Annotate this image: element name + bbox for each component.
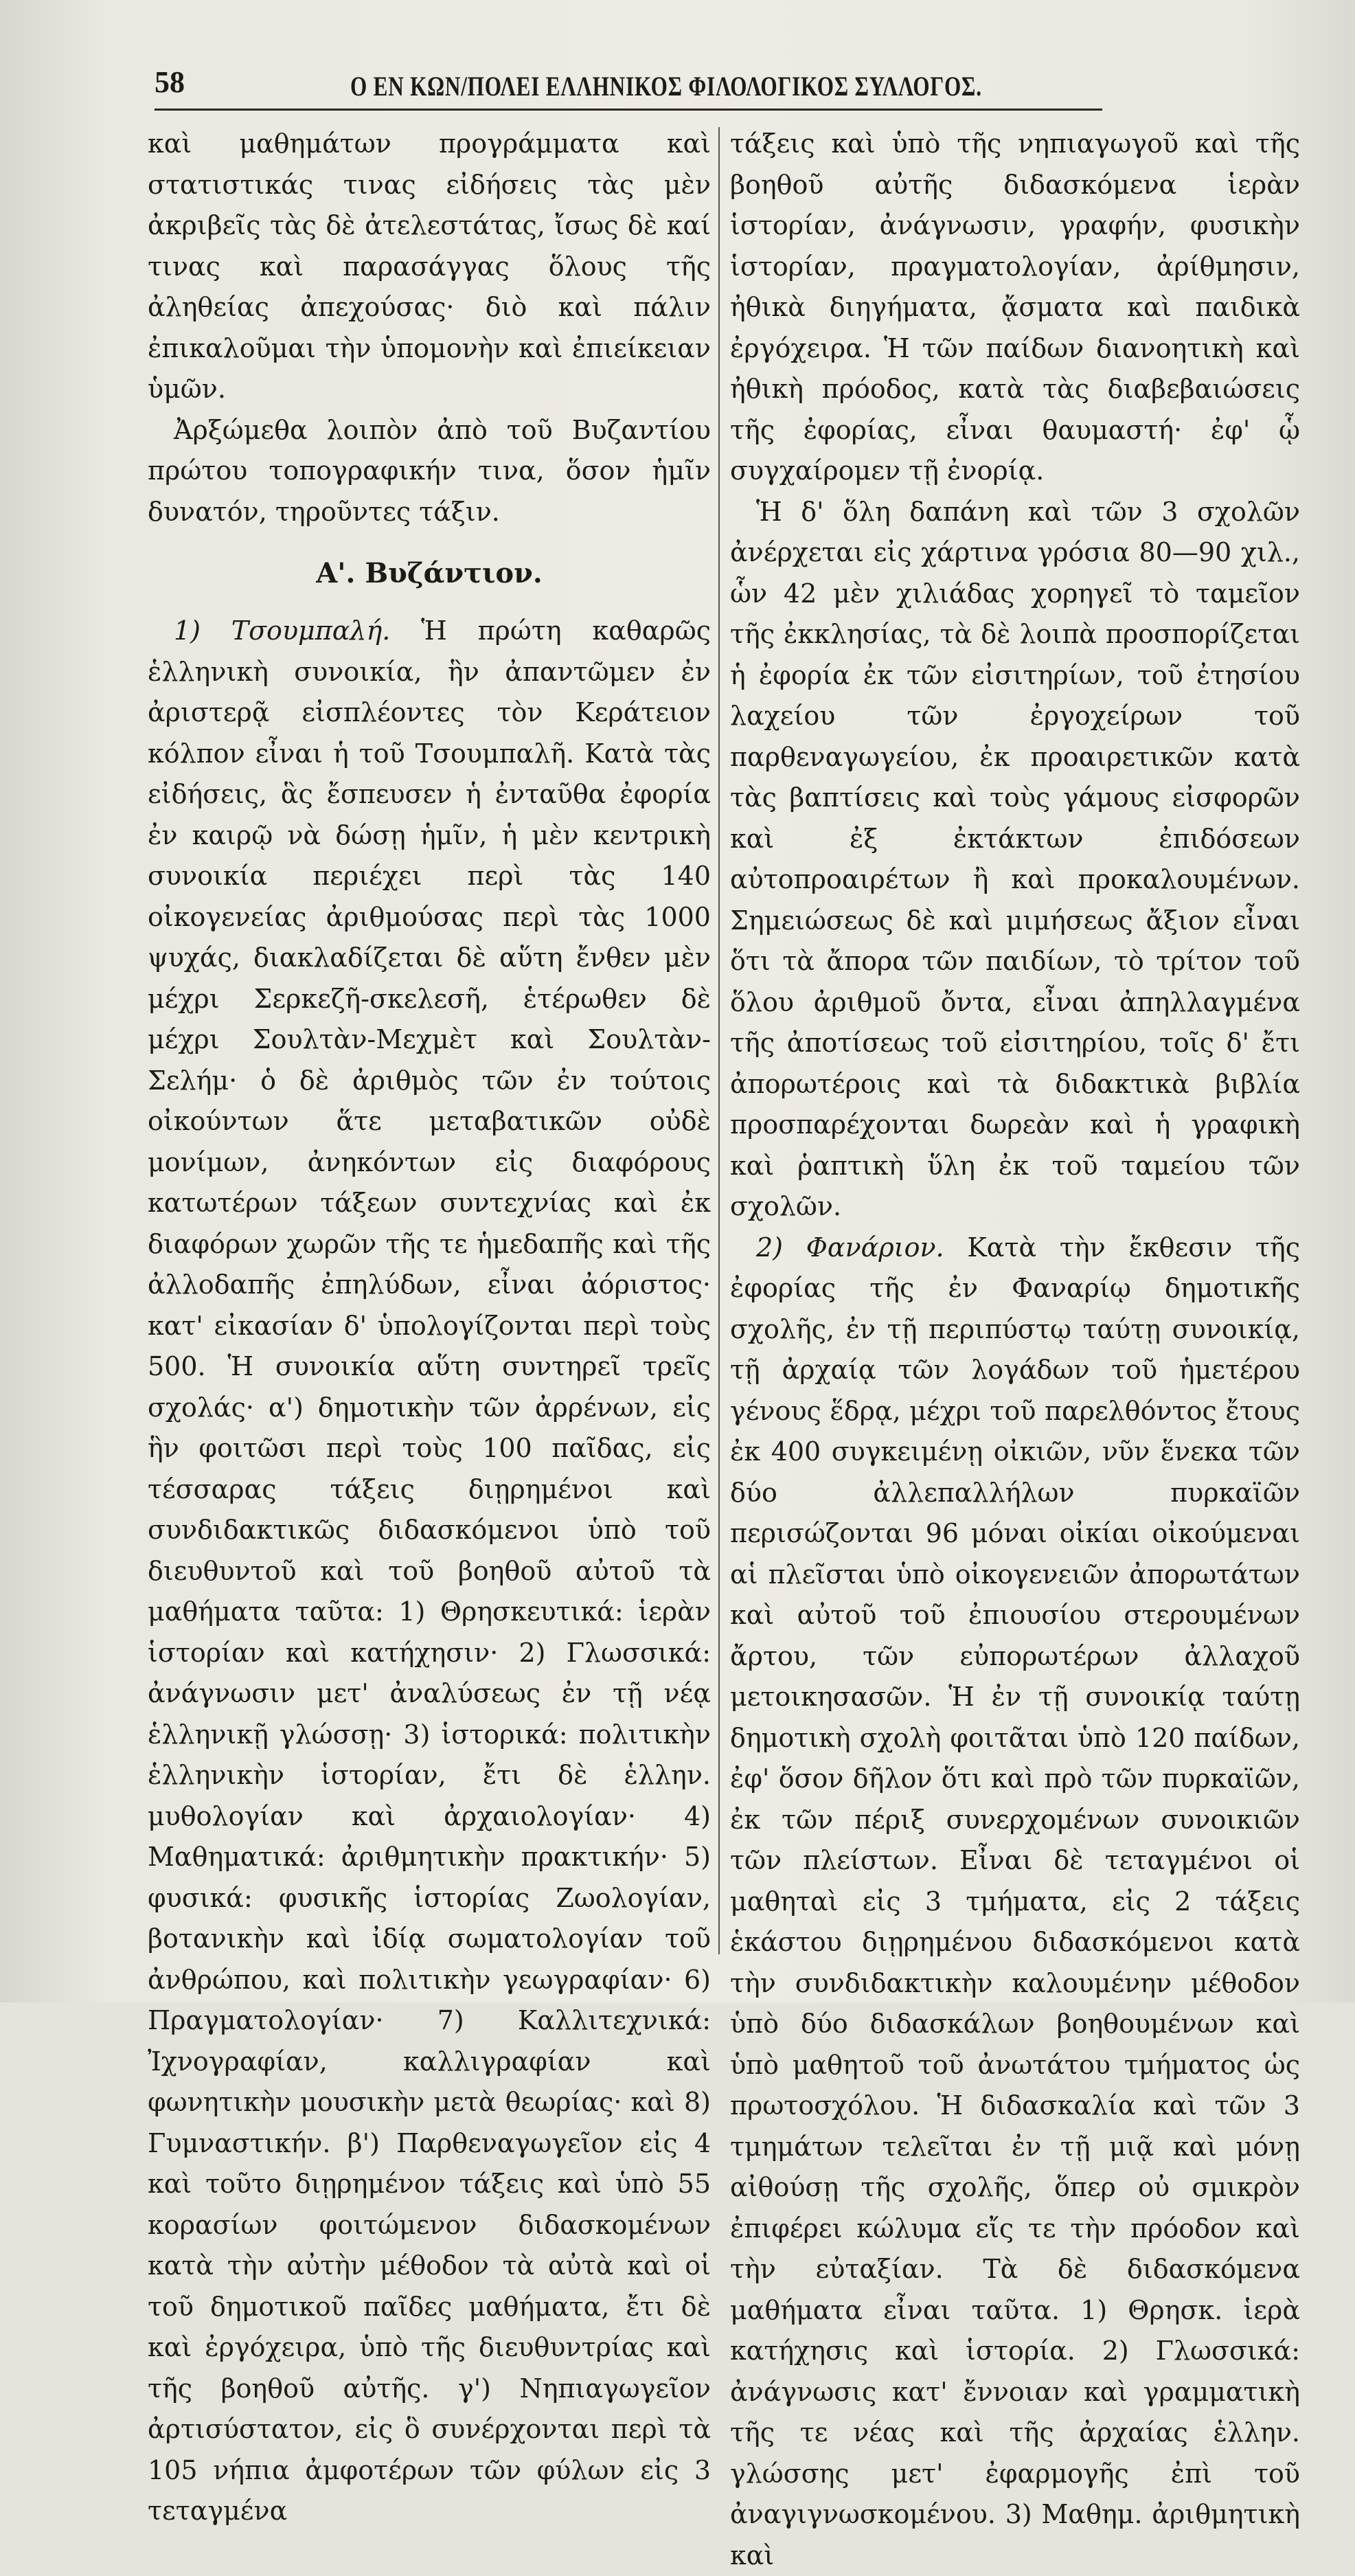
right-paragraph-2: Ἡ δ' ὅλη δαπάνη καὶ τῶν 3 σχολῶν ἀνέρχεται εἰς χάρτινα γρόσια 80—90 χιλ., ὧν 42 μὲν χιλιάδας χορηγεῖ τὸ ταμεῖον τῆς ἐκκλησίας, τὰ δὲ λοιπὰ προσπορίζεται ἡ ἐφορία ἐκ τῶν εἰσιτηρίων, τοῦ ἐτησίου λαχείου τῶν ἐργοχείρων τοῦ παρθεναγωγείου, ἐκ προαιρετικῶν κατὰ τὰς βαπτίσεις καὶ τοὺς γάμους εἰσφορῶν καὶ ἐξ ἐκτάκτων ἐπιδόσεων αὐτοπροαιρέτων ἢ καὶ προκαλουμένων. Σημειώσεως δὲ καὶ μιμήσεως ἄξιον εἶναι ὅτι τὰ ἄπορα τῶν παιδίων, τὸ τρίτον τοῦ ὅλου ἀριθμοῦ ὄντα, εἶναι ἀπηλλαγμένα τῆς ἀποτίσεως τοῦ εἰσιτηρίου, τοῖς δ' ἔτι ἀπορωτέροις καὶ τὰ διδακτικὰ βιβλία προσπαρέχονται δωρεὰν καὶ ἡ γραφικὴ καὶ ῥαπτικὴ ὕλη ἐκ τοῦ ταμείου τῶν σχολῶν. [730, 492, 1300, 1228]
subsection-label-tsoumpali: 1) Τσουμπαλή. [174, 615, 390, 646]
left-paragraph-3-text: Ἡ πρώτη καθαρῶς ἑλληνικὴ συνοικία, ἣν ἀπαντῶμεν ἐν ἀριστερᾷ εἰσπλέοντες τὸν Κεράτειον κόλπον εἶναι ἡ τοῦ Τσουμπαλῆ. Κατὰ τὰς εἰδήσεις, ἃς ἔσπευσεν ἡ ἐνταῦθα ἐφορία ἐν καιρῷ νὰ δώσῃ ἡμῖν, ἡ μὲν κεντρικὴ συνοικία περιέχει περὶ τὰς 140 οἰκογενείας ἀριθμούσας περὶ τὰς 1000 ψυχάς, διακλαδίζεται δὲ αὕτη ἔνθεν μὲν μέχρι Σερκεζῆ-σκελεσῆ, ἑτέρωθεν δὲ μέχρι Σουλτὰν-Μεχμὲτ καὶ Σουλτὰν-Σελήμ· ὁ δὲ ἀριθμὸς τῶν ἐν τούτοις οἰκούντων ἅτε μεταβατικῶν οὐδὲ μονίμων, ἀνηκόντων εἰς διαφόρους κατωτέρων τάξεων συντεχνίας καὶ ἐκ διαφόρων χωρῶν τῆς τε ἡμεδαπῆς καὶ τῆς ἀλλοδαπῆς ἐπηλύδων, εἶναι ἀόριστος· κατ' εἰκασίαν δ' ὑπολογίζονται περὶ τοὺς 500. Ἡ συνοικία αὕτη συντηρεῖ τρεῖς σχολάς· α') δημοτικὴν τῶν ἀρρένων, εἰς ἣν φοιτῶσι περὶ τοὺς 100 παῖδας, εἰς τέσσαρας τάξεις διῃρημένοι καὶ συνδιδακτικῶς διδασκόμενοι ὑπὸ τοῦ διευθυντοῦ καὶ τοῦ βοηθοῦ αὐτοῦ τὰ μαθήματα ταῦτα: 1) Θρησκευτικά: ἱερὰν ἱστορίαν καὶ κατήχησιν· 2) Γλωσσικά: ἀνάγνωσιν μετ' ἀναλύσεως ἐν τῇ νέᾳ ἑλληνικῇ γλώσσῃ· 3) ἱστορικά: πολιτικὴν ἑλληνικὴν ἱστορίαν, ἔτι δὲ ἑλλην. μυθολογίαν καὶ ἀρχαιολογίαν· 4) Μαθηματικά: ἀριθμητικὴν πρακτικήν· 5) φυσικά: φυσικῆς ἱστορίας Ζωολογίαν, βοτανικὴν καὶ ἰδίᾳ σωματολογίαν τοῦ ἀνθρώπου, καὶ πολιτικὴν γεωγραφίαν· 6) Πραγματολογίαν· 7) Καλλιτεχνικά: Ἰχνογραφίαν, καλλιγραφίαν καὶ φωνητικὴν μουσικὴν μετὰ θεωρίας· καὶ 8) Γυμναστικήν. β') Παρθεναγωγεῖον εἰς 4 καὶ τοῦτο διῃρημένον τάξεις καὶ ὑπὸ 55 κορασίων φοιτώμενον διδασκομένων κατὰ τὴν αὐτὴν μέθοδον τὰ αὐτὰ καὶ οἱ τοῦ δημοτικοῦ παῖδες μαθήματα, ἔτι δὲ καὶ ἐργόχειρα, ὑπὸ τῆς διευθυντρίας καὶ τῆς βοηθοῦ αὐτῆς. γ') Νηπιαγωγεῖον ἀρτισύστατον, εἰς ὃ συνέρχονται περὶ τὰ 105 νήπια ἀμφοτέρων τῶν φύλων εἰς 3 τεταγμένα [148, 615, 711, 2526]
right-paragraph-3 [730, 1228, 1300, 2576]
running-title: Ο ΕΝ ΚΩΝ/ΠΟΛΕΙ ΕΛΛΗΝΙΚΟΣ ΦΙΛΟΛΟΓΙΚΟΣ ΣΥΛΛΟΓΟΣ. [350, 70, 982, 102]
left-paragraph-3 [148, 611, 711, 2532]
left-column [148, 124, 711, 2532]
left-paragraph-2: Ἀρξώμεθα λοιπὸν ἀπὸ τοῦ Βυζαντίου πρώτου τοπογραφικήν τινα, ὅσον ἡμῖν δυνατόν, τηροῦντες τάξιν. [148, 410, 711, 533]
right-paragraph-3-text: Κατὰ τὴν ἔκθεσιν τῆς ἐφορίας τῆς ἐν Φαναρίῳ δημοτικῆς σχολῆς, ἐν τῇ περιπύστῳ ταύτῃ συνοικίᾳ, τῇ ἀρχαίᾳ τῶν λογάδων τοῦ ἡμετέρου γένους ἕδρᾳ, μέχρι τοῦ παρελθόντος ἔτους ἐκ 400 συγκειμένῃ οἰκιῶν, νῦν ἕνεκα τῶν δύο ἀλλεπαλλήλων πυρκαϊῶν περισώζονται 96 μόναι οἰκίαι οἰκούμεναι αἱ πλεῖσται ὑπὸ οἰκογενειῶν ἀπορωτάτων καὶ αὐτοῦ τοῦ ἐπιουσίου στερουμένων ἄρτου, τῶν εὐπορωτέρων ἀλλαχοῦ μετοικησασῶν. Ἡ ἐν τῇ συνοικίᾳ ταύτῃ δημοτικὴ σχολὴ φοιτᾶται ὑπὸ 120 παίδων, ἐφ' ὅσον δῆλον ὅτι καὶ πρὸ τῶν πυρκαϊῶν, ἐκ τῶν πέριξ συνερχομένων συνοικιῶν τῶν πλείστων. Εἶναι δὲ τεταγμένοι οἱ μαθηταὶ εἰς 3 τμήματα, εἰς 2 τάξεις ἑκάστου διῃρημένου διδασκόμενοι κατὰ τὴν συνδιδακτικὴν καλουμένην μέθοδον ὑπὸ δύο διδασκάλων βοηθουμένων καὶ ὑπὸ μαθητοῦ τοῦ ἀνωτάτου τμήματος ὡς πρωτοσχόλου. Ἡ διδασκαλία καὶ τῶν 3 τμημάτων τελεῖται ἐν τῇ μιᾷ καὶ μόνῃ αἰθούσῃ τῆς σχολῆς, ὅπερ οὐ σμικρὸν ἐπιφέρει κώλυμα εἴς τε τὴν πρόοδον καὶ τὴν εὐταξίαν. Τὰ δὲ διδασκόμενα μαθήματα εἶναι ταῦτα. 1) Θρησκ. ἱερὰ κατήχησις καὶ ἱστορία. 2) Γλωσσικά: ἀνάγνωσις κατ' ἔννοιαν καὶ γραμματικὴ τῆς τε νέας καὶ τῆς ἀρχαίας ἑλλην. γλώσσης μετ' ἐφαρμογῆς ἐπὶ τοῦ ἀναγιγνωσκομένου. 3) Μαθημ. ἀριθμητικὴ καὶ [730, 1232, 1300, 2571]
section-heading: Α'. Βυζάντιον. [148, 553, 711, 594]
subsection-label-fanarion: 2) Φανάριον. [756, 1232, 944, 1263]
page-number: 58 [155, 65, 185, 100]
left-paragraph-1: καὶ μαθημάτων προγράμματα καὶ στατιστικάς τινας εἰδήσεις τὰς μὲν ἀκριβεῖς τὰς δὲ ἀτελεστάτας, ἴσως δὲ καί τινας καὶ παρασάγγας ὅλους τῆς ἀληθείας ἀπεχούσας· διὸ καὶ πάλιν ἐπικαλοῦμαι τὴν ὑπομονὴν καὶ ἐπιείκειαν ὑμῶν. [148, 124, 711, 410]
right-column [730, 124, 1300, 2576]
right-paragraph-1: τάξεις καὶ ὑπὸ τῆς νηπιαγωγοῦ καὶ τῆς βοηθοῦ αὐτῆς διδασκόμενα ἱερὰν ἱστορίαν, ἀνάγνωσιν, γραφήν, φυσικὴν ἱστορίαν, πραγματολογίαν, ἀρίθμησιν, ἠθικὰ διηγήματα, ᾄσματα καὶ παιδικὰ ἐργόχειρα. Ἡ τῶν παίδων διανοητικὴ καὶ ἠθικὴ πρόοδος, κατὰ τὰς διαβεβαιώσεις τῆς ἐφορίας, εἶναι θαυμαστή· ἐφ' ᾧ συγχαίρομεν τῇ ἐνορίᾳ. [730, 124, 1300, 492]
column-divider [718, 127, 720, 1954]
page-header [155, 60, 1102, 111]
